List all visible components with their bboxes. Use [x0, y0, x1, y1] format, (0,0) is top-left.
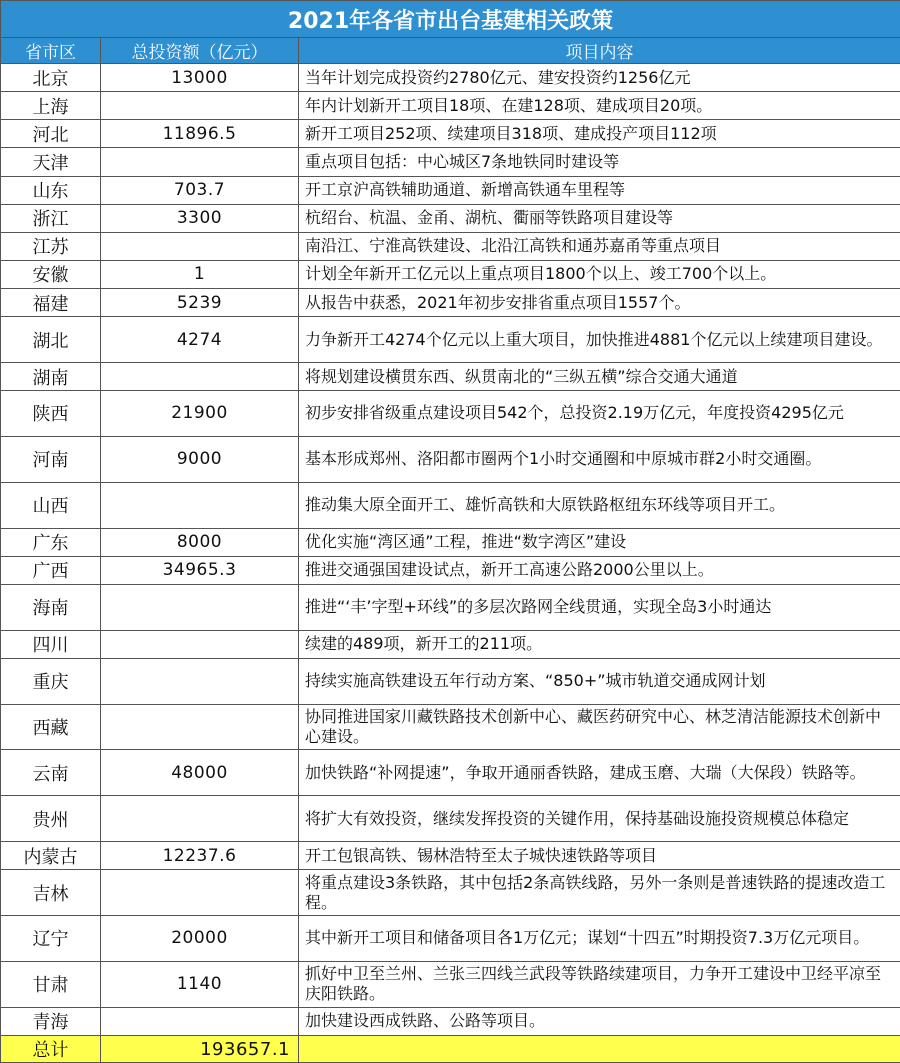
- row-investment: 1: [101, 260, 299, 288]
- row-investment: 11896.5: [101, 120, 299, 148]
- table-row: [1, 916, 900, 962]
- header-row: [1, 38, 900, 64]
- row-investment: [101, 704, 299, 750]
- row-investment: 34965.3: [101, 556, 299, 584]
- total-content: [299, 1036, 900, 1063]
- table-row: [1, 796, 900, 842]
- row-investment: 21900: [101, 391, 299, 437]
- row-content: 推进交通强国建设试点，新开工高速公路2000公里以上。: [299, 556, 900, 584]
- row-investment: 703.7: [101, 176, 299, 204]
- row-content: 推进“‘丰’字型+环线”的多层次路网全线贯通，实现全岛3小时通达: [299, 584, 900, 630]
- row-investment: 1140: [101, 961, 299, 1007]
- row-content: 杭绍台、杭温、金甬、湖杭、衢丽等铁路项目建设等: [299, 204, 900, 232]
- table-row: [1, 528, 900, 556]
- table-row: [1, 870, 900, 916]
- row-province: 重庆: [1, 658, 101, 704]
- row-province: 北京: [1, 64, 101, 92]
- row-investment: [101, 482, 299, 528]
- row-province: 四川: [1, 630, 101, 658]
- row-content: 力争新开工4274个亿元以上重大项目，加快推进4881个亿元以上续建项目建设。: [299, 317, 900, 363]
- row-province: 天津: [1, 148, 101, 176]
- row-content: 重点项目包括：中心城区7条地铁同时建设等: [299, 148, 900, 176]
- row-province: 广西: [1, 556, 101, 584]
- title-row: [1, 1, 900, 38]
- row-content: 基本形成郑州、洛阳都市圈两个1小时交通圈和中原城市群2小时交通圈。: [299, 436, 900, 482]
- total-row: [1, 1036, 900, 1063]
- total-label: 总计: [1, 1036, 101, 1063]
- row-province: 西藏: [1, 704, 101, 750]
- header-investment: 总投资额（亿元）: [101, 38, 299, 64]
- row-province: 浙江: [1, 204, 101, 232]
- table-row: [1, 658, 900, 704]
- row-investment: 3300: [101, 204, 299, 232]
- row-content: 优化实施“湾区通”工程，推进“数字湾区”建设: [299, 528, 900, 556]
- table-row: [1, 482, 900, 528]
- row-content: 加快铁路“补网提速”，争取开通丽香铁路，建成玉磨、大瑞（大保段）铁路等。: [299, 750, 900, 796]
- table-row: [1, 204, 900, 232]
- row-content: 开工京沪高铁辅助通道、新增高铁通车里程等: [299, 176, 900, 204]
- row-province: 山西: [1, 482, 101, 528]
- row-investment: [101, 362, 299, 390]
- row-province: 青海: [1, 1007, 101, 1035]
- row-content: 协同推进国家川藏铁路技术创新中心、藏医药研究中心、林芝清洁能源技术创新中心建设。: [299, 704, 900, 750]
- row-investment: 5239: [101, 289, 299, 317]
- table-row: [1, 260, 900, 288]
- row-province: 辽宁: [1, 916, 101, 962]
- row-province: 湖南: [1, 362, 101, 390]
- row-investment: [101, 1007, 299, 1035]
- row-content: 南沿江、宁淮高铁建设、北沿江高铁和通苏嘉甬等重点项目: [299, 232, 900, 260]
- table-row: [1, 120, 900, 148]
- row-investment: 4274: [101, 317, 299, 363]
- table-row: [1, 289, 900, 317]
- row-province: 上海: [1, 92, 101, 120]
- row-investment: [101, 232, 299, 260]
- row-content: 当年计划完成投资约2780亿元、建安投资约1256亿元: [299, 64, 900, 92]
- table-body: [1, 64, 900, 1036]
- header-province: 省市区: [1, 38, 101, 64]
- row-province: 江苏: [1, 232, 101, 260]
- row-investment: [101, 630, 299, 658]
- table-row: [1, 317, 900, 363]
- table-row: [1, 391, 900, 437]
- row-investment: [101, 870, 299, 916]
- table-row: [1, 750, 900, 796]
- table-row: [1, 436, 900, 482]
- table-row: [1, 556, 900, 584]
- row-content: 其中新开工项目和储备项目各1万亿元；谋划“十四五”时期投资7.3万亿元项目。: [299, 916, 900, 962]
- table-row: [1, 148, 900, 176]
- row-investment: [101, 658, 299, 704]
- table-row: [1, 362, 900, 390]
- row-province: 海南: [1, 584, 101, 630]
- table-title: 2021年各省市出台基建相关政策: [1, 1, 900, 38]
- row-content: 加快建设西成铁路、公路等项目。: [299, 1007, 900, 1035]
- row-content: 初步安排省级重点建设项目542个，总投资2.19万亿元，年度投资4295亿元: [299, 391, 900, 437]
- row-province: 陕西: [1, 391, 101, 437]
- row-investment: [101, 92, 299, 120]
- table-row: [1, 1007, 900, 1035]
- total-investment: 193657.1: [101, 1036, 299, 1063]
- table-row: [1, 704, 900, 750]
- row-content: 开工包银高铁、锡林浩特至太子城快速铁路等项目: [299, 842, 900, 870]
- row-province: 贵州: [1, 796, 101, 842]
- table-row: [1, 842, 900, 870]
- row-province: 福建: [1, 289, 101, 317]
- row-province: 河南: [1, 436, 101, 482]
- row-province: 吉林: [1, 870, 101, 916]
- row-province: 广东: [1, 528, 101, 556]
- row-investment: 13000: [101, 64, 299, 92]
- row-province: 甘肃: [1, 961, 101, 1007]
- table-row: [1, 232, 900, 260]
- row-content: 新开工项目252项、续建项目318项、建成投产项目112项: [299, 120, 900, 148]
- row-content: 将重点建设3条铁路，其中包括2条高铁线路，另外一条则是普速铁路的提速改造工程。: [299, 870, 900, 916]
- row-investment: 9000: [101, 436, 299, 482]
- row-investment: 12237.6: [101, 842, 299, 870]
- table-row: [1, 92, 900, 120]
- table-row: [1, 64, 900, 92]
- table-row: [1, 630, 900, 658]
- table-row: [1, 176, 900, 204]
- row-province: 云南: [1, 750, 101, 796]
- row-content: 将扩大有效投资，继续发挥投资的关键作用，保持基础设施投资规模总体稳定: [299, 796, 900, 842]
- row-content: 抓好中卫至兰州、兰张三四线兰武段等铁路续建项目，力争开工建设中卫经平凉至庆阳铁路。: [299, 961, 900, 1007]
- table-row: [1, 961, 900, 1007]
- row-province: 湖北: [1, 317, 101, 363]
- row-investment: [101, 796, 299, 842]
- row-investment: [101, 148, 299, 176]
- row-investment: 48000: [101, 750, 299, 796]
- row-content: 推动集大原全面开工、雄忻高铁和大原铁路枢纽东环线等项目开工。: [299, 482, 900, 528]
- header-content: 项目内容: [299, 38, 900, 64]
- row-content: 持续实施高铁建设五年行动方案、“850+”城市轨道交通成网计划: [299, 658, 900, 704]
- row-investment: [101, 584, 299, 630]
- row-investment: 20000: [101, 916, 299, 962]
- row-content: 计划全年新开工亿元以上重点项目1800个以上、竣工700个以上。: [299, 260, 900, 288]
- row-content: 年内计划新开工项目18项、在建128项、建成项目20项。: [299, 92, 900, 120]
- row-province: 安徽: [1, 260, 101, 288]
- row-province: 内蒙古: [1, 842, 101, 870]
- row-content: 将规划建设横贯东西、纵贯南北的“三纵五横”综合交通大通道: [299, 362, 900, 390]
- row-province: 河北: [1, 120, 101, 148]
- row-content: 从报告中获悉，2021年初步安排省重点项目1557个。: [299, 289, 900, 317]
- table-row: [1, 584, 900, 630]
- row-content: 续建的489项，新开工的211项。: [299, 630, 900, 658]
- row-province: 山东: [1, 176, 101, 204]
- row-investment: 8000: [101, 528, 299, 556]
